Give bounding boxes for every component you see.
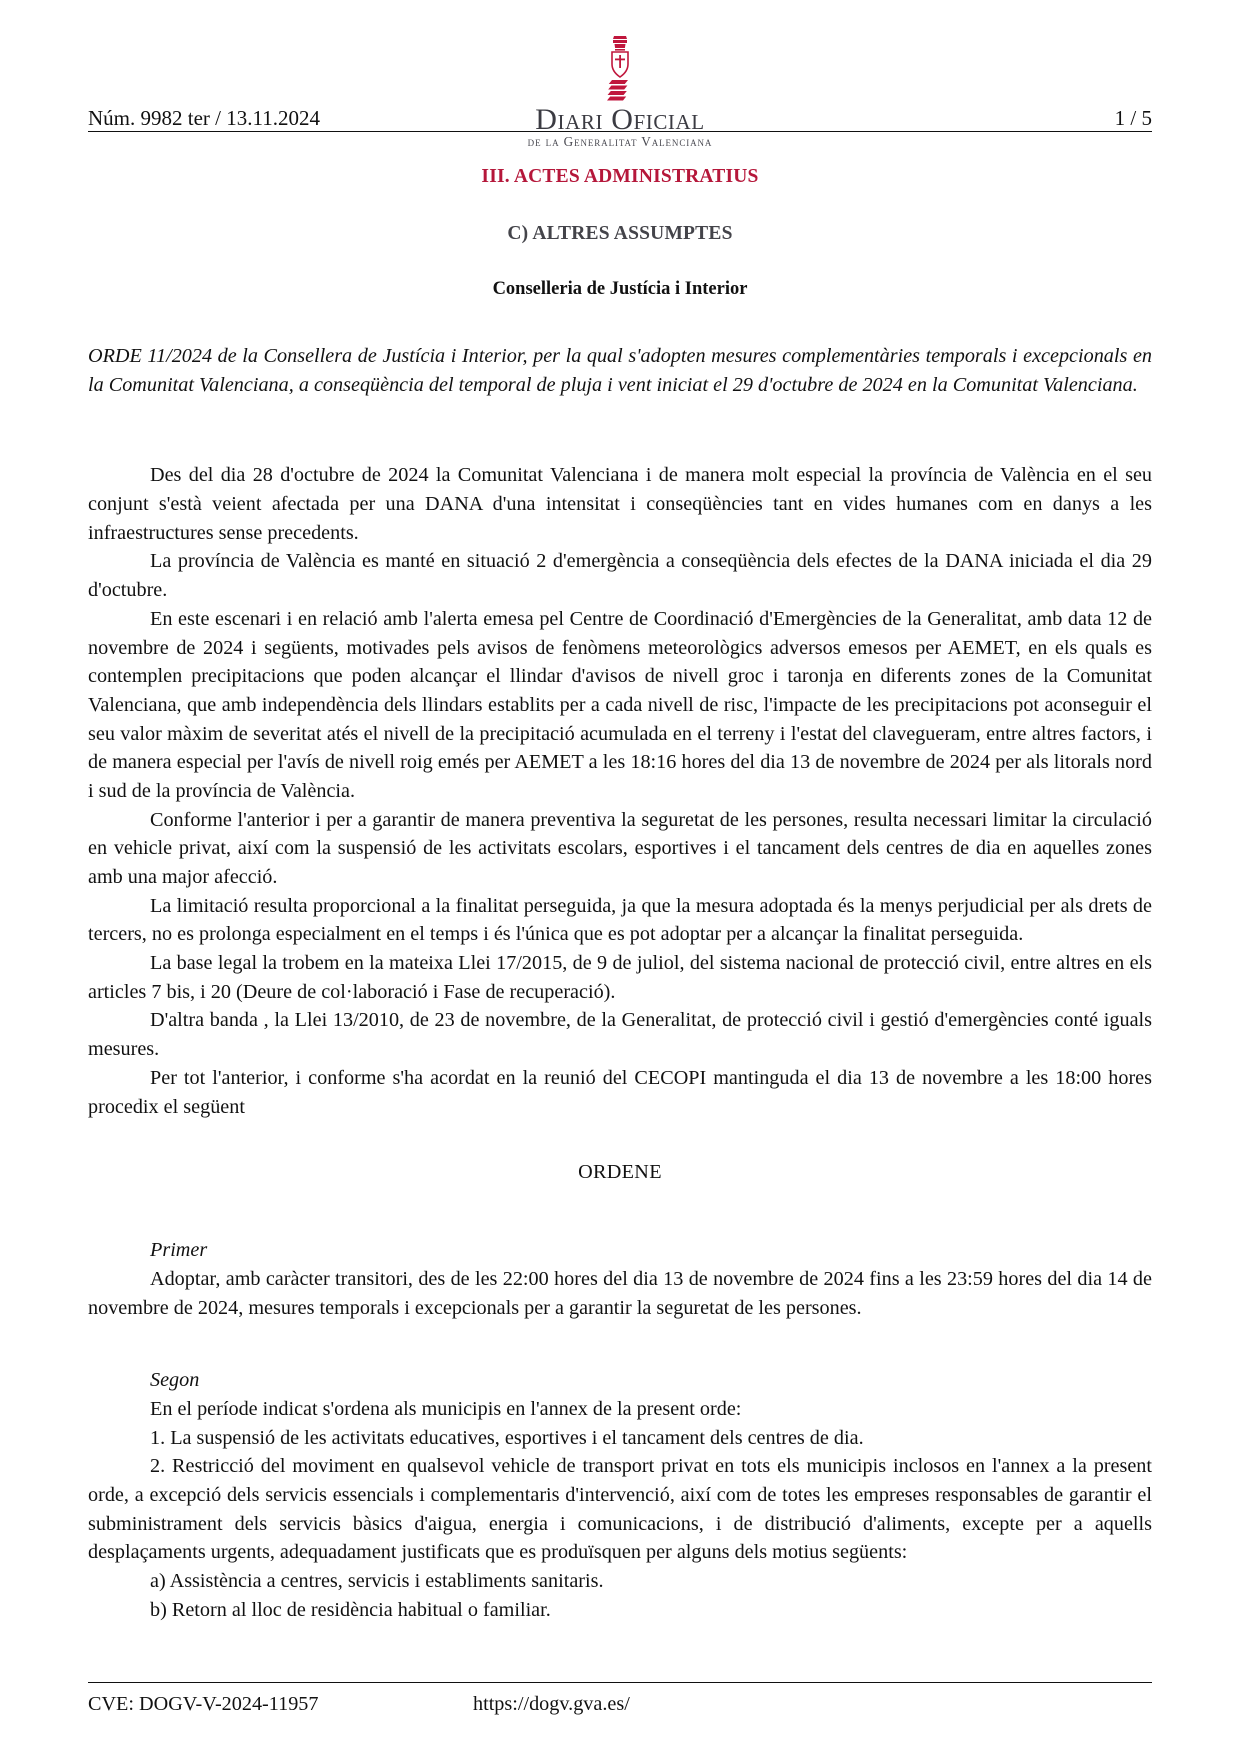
paragraph: D'altra banda , la Llei 13/2010, de 23 de novembre, de la Generalitat, de protecció civil i gestió d'emergències conté iguals mesures. — [88, 1009, 1152, 1061]
paragraph: La limitació resulta proporcional a la finalitat perseguida, ja que la mesura adoptada és la menys perjudicial per als drets de tercers, no es prolonga especialment en el temps i és l'única que es pot adoptar per a alcançar la finalitat perseguida. — [88, 894, 1152, 946]
section-subtitle: C) ALTRES ASSUMPTES — [507, 223, 733, 244]
generalitat-crest-icon — [600, 34, 640, 104]
page-footer — [88, 1693, 1152, 1727]
paragraph: En este escenari i en relació amb l'alerta emesa pel Centre de Coordinació d'Emergències de la Generalitat, amb data 12 de novembre de 2024 i següents, motivades pels avisos de fenòmens meteorològics adversos emesos per AEMET, en els quals es contemplen precipitacions que poden alcançar el llindar d'avisos de nivell groc i taronja en diferents zones de la Comunitat Valenciana, que amb independència dels llindars establits per a cada nivell de risc, l'impacte de les precipitacions pot aconseguir el seu valor màxim de severitat atés el nivell de la precipitació acumulada en el terreny i l'estat del clavegueram, entre altres factors, i de manera especial per l'avís de nivell roig emés per AEMET a les 18:16 hores del dia 13 de novembre de 2024 per als litorals nord i sud de la província de València. — [88, 607, 1152, 802]
ordinal-first-label: Primer — [150, 1239, 208, 1262]
paragraph: Des del dia 28 d'octubre de 2024 la Comunitat Valenciana i de manera molt especial la província de València en el seu conjunt s'està veient afectada per una DANA d'una intensitat i conseqüències tant en vides humanes com en danys a les infraestructures sense precedents. — [88, 464, 1152, 544]
ordene-heading: ORDENE — [578, 1161, 662, 1184]
paragraph: La província de València es manté en situació 2 d'emergència a conseqüència dels efectes de la DANA iniciada el dia 29 d'octubre. — [88, 550, 1152, 602]
ordinal-first-text: Adoptar, amb caràcter transitori, des de les 22:00 hores del dia 13 de novembre de 2024 fins a les 23:59 hores del dia 14 de novembre de 2024, mesures temporals i excepcionals per a garantir la seguretat de les persones. — [88, 1267, 1152, 1319]
ordinal-second-sub-b: b) Retorn al lloc de residència habitual o familiar. — [150, 1598, 551, 1621]
header-divider — [88, 131, 1152, 132]
dogv-url[interactable]: https://dogv.gva.es/ — [473, 1693, 630, 1715]
ordinal-second-sub-a: a) Assistència a centres, servicis i establiments sanitaris. — [150, 1570, 604, 1593]
recitals-block — [88, 461, 1152, 1121]
footer-divider — [88, 1682, 1152, 1683]
page-indicator: 1 / 5 — [1114, 106, 1152, 130]
issue-number: Núm. 9982 ter / 13.11.2024 — [88, 106, 320, 130]
paragraph: Per tot l'anterior, i conforme s'ha acordat en la reunió del CECOPI mantinguda el dia 13 de novembre a les 18:00 hores procedix el següent — [88, 1066, 1152, 1118]
section-title: III. ACTES ADMINISTRATIUS — [481, 166, 759, 187]
document-body — [88, 150, 1152, 1624]
issuing-organization: Conselleria de Justícia i Interior — [492, 279, 748, 299]
page-header — [88, 34, 1152, 149]
ordinal-second-label: Segon — [150, 1369, 200, 1392]
paragraph: La base legal la trobem en la mateixa Llei 17/2015, de 9 de juliol, del sistema nacional de protecció civil, entre altres en els articles 7 bis, i 20 (Deure de col·laboració i Fase de recuperació). — [88, 952, 1152, 1003]
masthead-subtitle: de la Generalitat Valenciana — [527, 133, 713, 149]
ordinal-second-item-2: 2. Restricció del moviment en qualsevol vehicle de transport privat en tots els municipis inclosos en l'annex a la present orde, a excepció dels servicis essencials i complementaris d'intervenció, així com de totes les empreses responsables de garantir el subministrament dels servicis bàsics d'aigua, energia i comunicacions, i de distribució d'aliments, excepte per a aquells desplaçaments urgents, adequadament justificats que es produïsquen per alguns dels motius següents: — [88, 1455, 1152, 1564]
order-summary: ORDE 11/2024 de la Consellera de Justícia i Interior, per la qual s'adopten mesures complementàries temporals i excepcionals en la Comunitat Valenciana, a conseqüència del temporal de pluja i vent iniciat el 29 d'octubre de 2024 en la Comunitat Valenciana. — [88, 345, 1152, 396]
ordinal-second-intro: En el període indicat s'ordena als municipis en l'annex de la present orde: — [150, 1397, 742, 1420]
cve-code: CVE: DOGV-V-2024-11957 — [88, 1693, 319, 1715]
paragraph: Conforme l'anterior i per a garantir de manera preventiva la seguretat de les persones, resulta necessari limitar la circulació en vehicle privat, així com la suspensió de les activitats escolars, esportives i el tancament dels centres de dia en aquelles zones amb una major afecció. — [88, 808, 1152, 888]
masthead-title: Diari Oficial — [535, 103, 705, 136]
ordinal-second-item-1: 1. La suspensió de les activitats educatives, esportives i el tancament dels centres de dia. — [150, 1426, 864, 1449]
